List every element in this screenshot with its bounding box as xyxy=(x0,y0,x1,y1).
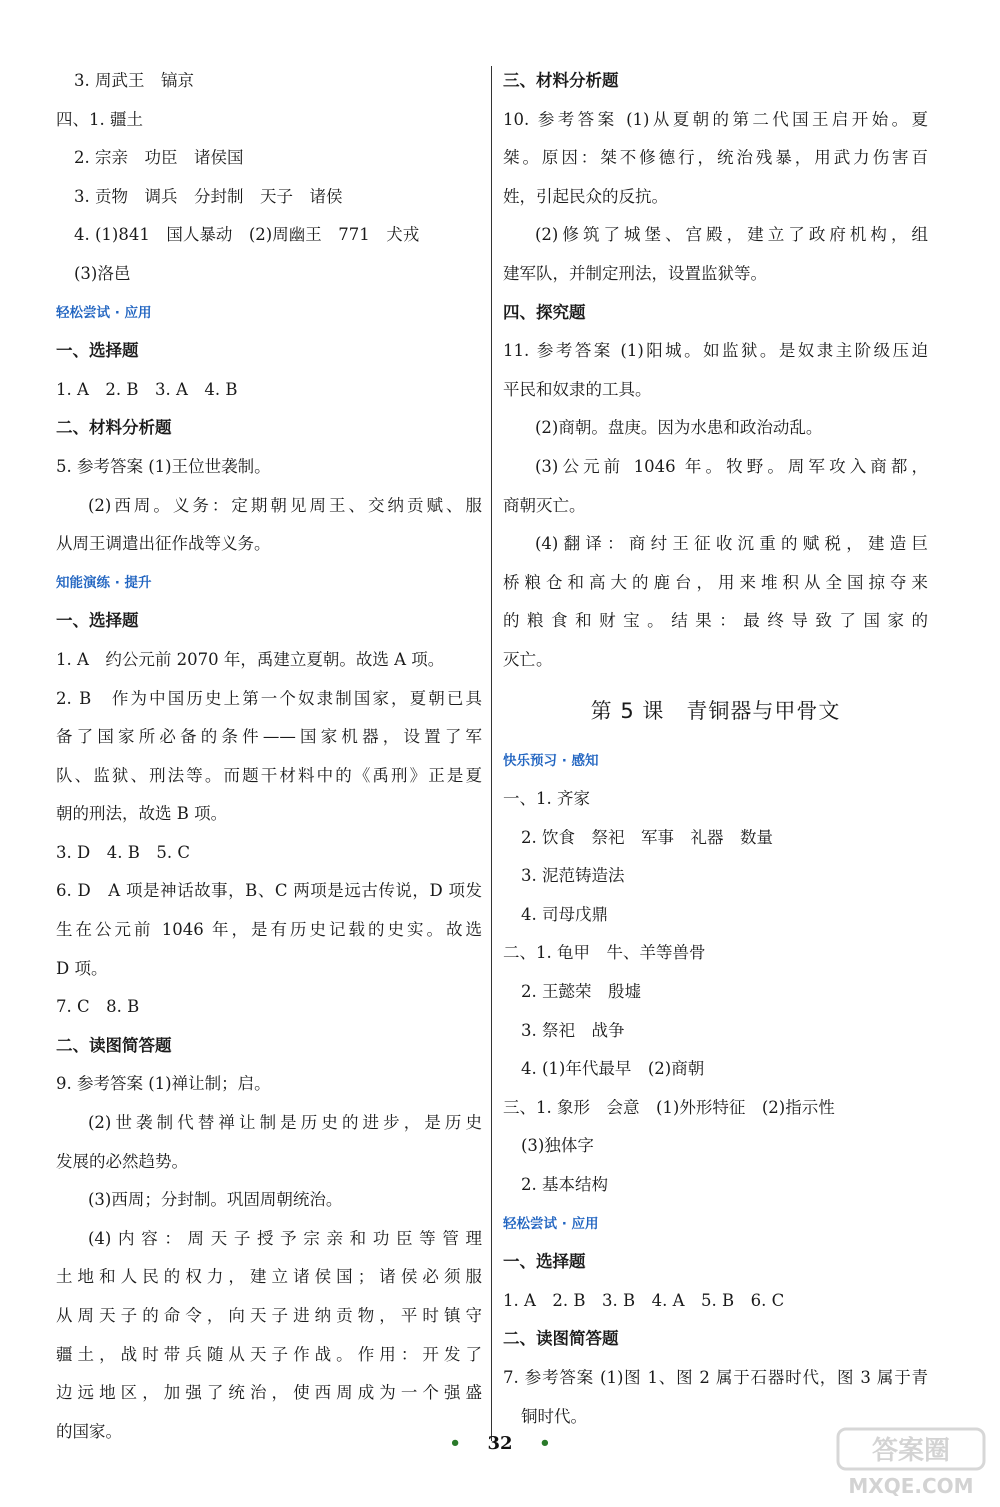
page-number-value: 32 xyxy=(487,1433,513,1454)
text-line: 备了国家所必备的条件——国家机器，设置了军 xyxy=(56,727,482,747)
text-line: 商朝灭亡。 xyxy=(503,495,586,515)
answer-group: 一、1. 齐家 xyxy=(503,789,590,809)
section-heading: 快乐预习 · 感知 xyxy=(503,752,599,769)
text-line: 边远地区，加强了统治，使西周成为一个强盛 xyxy=(56,1383,482,1403)
answer-line: 2. 基本结构 xyxy=(521,1175,608,1195)
text-line: 1. A 2. B 3. B 4. A 5. B 6. C xyxy=(503,1290,785,1310)
answer-line: 4. (1)年代最早 (2)商朝 xyxy=(521,1059,705,1079)
text-line: 从周天子的命令，向天子进纳贡物，平时镇守 xyxy=(56,1306,482,1325)
answer-line: 4. (1)841 国人暴动 (2)周幽王 771 犬戎 xyxy=(74,225,420,245)
reference-answer: 9. 参考答案 (1)禅让制；启。 xyxy=(56,1074,271,1094)
right-column xyxy=(503,62,928,1436)
answer-line: 3. 祭祀 战争 xyxy=(521,1020,625,1040)
answer-line: 2. 饮食 祭祀 军事 礼器 数量 xyxy=(521,827,773,847)
answer-line: 4. 司母戊鼎 xyxy=(521,904,608,924)
question-type-heading: 一、选择题 xyxy=(56,341,139,361)
answer-line: (4)内容：周天子授予宗亲和功臣等管理 xyxy=(88,1228,482,1248)
answer-line: (2)商朝。盘庚。因为水患和政治动乱。 xyxy=(535,418,823,438)
reference-answer: 7. 参考答案 (1)图 1、图 2 属于石器时代，图 3 属于青 xyxy=(503,1368,928,1387)
answer-line: (2)世袭制代替禅让制是历史的进步，是历史 xyxy=(88,1113,482,1133)
reference-answer: 11. 参考答案 (1)阳城。如监狱。是奴隶主阶级压迫 xyxy=(503,341,928,361)
text-line: 生在公元前 1046 年，是有历史记载的史实。故选 xyxy=(56,920,482,940)
question-type-heading: 二、读图简答题 xyxy=(503,1329,619,1349)
text-line: 灭亡。 xyxy=(503,649,553,669)
text-line: 平民和奴隶的工具。 xyxy=(503,379,652,399)
question-type-heading: 二、材料分析题 xyxy=(56,418,172,438)
question-type-heading: 二、读图简答题 xyxy=(56,1035,172,1055)
answer-group: 三、1. 象形 会意 (1)外形特征 (2)指示性 xyxy=(503,1097,835,1117)
text-line: 7. C 8. B xyxy=(56,997,140,1017)
left-column xyxy=(56,62,482,1451)
question-type-heading: 四、探究题 xyxy=(503,302,586,322)
text-line: 1. A 约公元前 2070 年，禹建立夏朝。故选 A 项。 xyxy=(56,649,445,669)
question-type-heading: 一、选择题 xyxy=(503,1252,586,1272)
answer-line: (3)西周；分封制。巩固周朝统治。 xyxy=(88,1190,343,1210)
answer-line: (3)独体字 xyxy=(521,1136,594,1156)
bullet-icon: • xyxy=(449,1433,461,1454)
text-line: 的粮食和财宝。结果：最终导致了国家的 xyxy=(503,611,928,631)
text-line: D 项。 xyxy=(56,958,108,978)
answer-line: (3)公元前 1046 年。牧野。周军攻入商都， xyxy=(535,456,928,476)
text-line: 土地和人民的权力，建立诸侯国；诸侯必须服 xyxy=(56,1267,482,1287)
answer-line: (2)修筑了城堡、宫殿，建立了政府机构，组 xyxy=(535,225,928,245)
watermark-logo xyxy=(836,1425,986,1499)
text-line: 的国家。 xyxy=(56,1421,122,1441)
text-line: 3. D 4. B 5. C xyxy=(56,842,190,862)
text-line: 6. D A 项是神话故事，B、C 两项是远古传说，D 项发 xyxy=(56,881,482,901)
bullet-icon: • xyxy=(539,1433,551,1454)
column-divider xyxy=(491,66,492,1441)
text-line: 从周王调遣出征作战等义务。 xyxy=(56,534,271,554)
text-line: 朝的刑法，故选 B 项。 xyxy=(56,804,228,824)
answer-line: 3. 泥范铸造法 xyxy=(521,866,625,886)
text-line: 发展的必然趋势。 xyxy=(56,1151,188,1171)
question-type-heading: 三、材料分析题 xyxy=(503,71,619,90)
answer-line: (4)翻译：商纣王征收沉重的赋税，建造巨 xyxy=(535,534,928,554)
answer-group: 四、1. 疆土 xyxy=(56,109,143,129)
text-line: 疆土，战时带兵随从天子作战。作用：开发了 xyxy=(56,1344,482,1364)
text-line: 桀。原因：桀不修德行，统治残暴，用武力伤害百 xyxy=(503,148,928,168)
text-line: 2. B 作为中国历史上第一个奴隶制国家，夏朝已具 xyxy=(56,688,482,708)
lesson-title: 第 5 课 青铜器与甲骨文 xyxy=(590,698,841,723)
answer-line: 2. 宗亲 功臣 诸侯国 xyxy=(74,148,244,168)
svg-text:MXQE.COM: MXQE.COM xyxy=(848,1474,974,1498)
text-line: 1. A 2. B 3. A 4. B xyxy=(56,379,238,399)
reference-answer: 10. 参考答案 (1)从夏朝的第二代国王启开始。夏 xyxy=(503,109,928,129)
answer-group: 二、1. 龟甲 牛、羊等兽骨 xyxy=(503,943,706,963)
section-heading: 轻松尝试 · 应用 xyxy=(503,1215,599,1232)
text-line: 姓，引起民众的反抗。 xyxy=(503,186,668,206)
answer-line: 铜时代。 xyxy=(521,1406,587,1426)
answer-line: 2. 王懿荣 殷墟 xyxy=(521,982,641,1002)
text-line: 建军队，并制定刑法，设置监狱等。 xyxy=(503,263,767,283)
answer-line: (2)西周。义务：定期朝见周王、交纳贡赋、服 xyxy=(88,495,482,515)
answer-line: 3. 周武王 镐京 xyxy=(74,71,194,90)
svg-text:答案圈: 答案圈 xyxy=(871,1436,951,1466)
text-line: 桥粮仓和高大的鹿台，用来堆积从全国掠夺来 xyxy=(503,572,928,592)
text-line: 队、监狱、刑法等。而题干材料中的《禹刑》正是夏 xyxy=(56,765,482,785)
reference-answer: 5. 参考答案 (1)王位世袭制。 xyxy=(56,456,271,476)
section-heading: 知能演练 · 提升 xyxy=(56,574,152,591)
question-type-heading: 一、选择题 xyxy=(56,611,139,631)
answer-line: (3)洛邑 xyxy=(74,263,131,283)
section-heading: 轻松尝试 · 应用 xyxy=(56,304,152,321)
answer-line: 3. 贡物 调兵 分封制 天子 诸侯 xyxy=(74,186,343,206)
